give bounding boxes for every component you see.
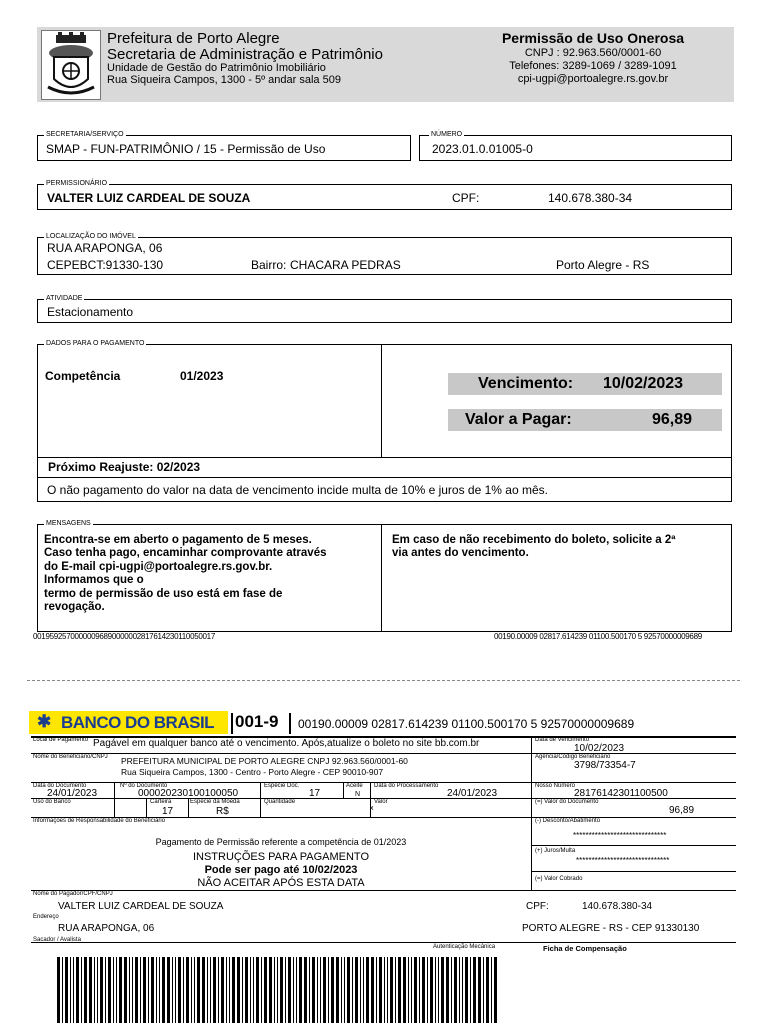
valor-documento-label: (=) Valor do Documento [535, 799, 599, 805]
sacador-label: Sacador / Avalista [33, 937, 81, 943]
header-cnpj: CNPJ : 92.963.560/0001-60 [524, 47, 662, 59]
carteira-label: Carteira [150, 799, 172, 805]
data-doc-value: 24/01/2023 [47, 788, 98, 799]
autenticacao-label: Autenticação Mecânica [433, 944, 496, 950]
uso-banco-label: Uso do Banco [33, 799, 71, 805]
boleto-hline [31, 753, 736, 754]
messages-divider [381, 524, 382, 631]
message-left-line: Caso tenha pago, encaminhar comprovante através [44, 547, 327, 559]
bank-code-divider-left [231, 713, 233, 734]
num-doc-value: 000020230100100050 [138, 788, 239, 799]
agencia-label: Agência/Código Beneficiário [535, 754, 611, 760]
pagador-label: Nome do Pagador/CPF/CNPJ [33, 891, 113, 897]
city-coat-of-arms-logo [41, 30, 101, 100]
nosso-numero-value: 28176142301100500 [574, 788, 668, 799]
desconto-value: ****************************** [573, 831, 667, 840]
local-value: Pagável em qualquer banco até o vencimento. Após,atualize o boleto no site bb.com.br [93, 738, 480, 749]
boleto-vline [260, 782, 261, 798]
message-right-line: Em caso de não recebimento do boleto, solicite a 2ª [392, 534, 676, 546]
num-doc-label: Nº do Documento [120, 783, 168, 789]
bank-logo [29, 711, 228, 734]
header-phones: Telefones: 3289-1069 / 3289-1091 [509, 60, 677, 72]
pagador-cpf-value: 140.678.380-34 [582, 901, 653, 912]
boleto-vline [188, 798, 189, 817]
barcode-number-left: 00195925700000096890000002817614230110050017 [33, 632, 215, 641]
barcode [57, 957, 497, 1023]
info-label: Informações de Responsabilidade do Beneficiário [33, 818, 166, 824]
boleto-hline [531, 871, 736, 872]
payment-divider [381, 344, 382, 457]
info-line: Pagamento de Permissão referente a competência de 01/2023 [155, 837, 407, 847]
atividade-label: ATIVIDADE [46, 295, 83, 302]
info-line: INSTRUÇÕES PARA PAGAMENTO [192, 851, 370, 863]
boleto-vline [146, 798, 147, 817]
valor-documento-value: 96,89 [669, 805, 695, 816]
cut-line [27, 680, 740, 681]
endereco-value: RUA ARAPONGA, 06 [58, 923, 155, 934]
cpf-label: CPF: [452, 191, 480, 205]
bairro-label: Bairro: [251, 258, 287, 272]
info-line: Pode ser pago até 10/02/2023 [204, 864, 358, 876]
reajuste-text: Próximo Reajuste: 02/2023 [48, 460, 201, 474]
aceite-label: Aceite [346, 783, 363, 789]
city-value: Porto Alegre - RS [556, 258, 650, 272]
secretaria-value: SMAP - FUN-PATRIMÔNIO / 15 - Permissão de Uso [46, 142, 326, 156]
boleto-vline [343, 782, 344, 798]
messages-label: MENSAGENS [46, 520, 91, 527]
bank-code-divider-right [289, 713, 291, 734]
carteira-value: 17 [162, 806, 174, 817]
ficha-label: Ficha de Compensação [543, 944, 627, 953]
valor-value: 96,89 [652, 411, 693, 428]
local-label: Local de Pagamento [33, 737, 89, 743]
boleto-vline [114, 782, 115, 817]
especie-doc-label: Espécie Doc. [264, 783, 300, 789]
secretariat-name: Secretaria de Administração e Patrimônio [107, 46, 383, 63]
pagador-city: PORTO ALEGRE - RS - CEP 91330130 [522, 923, 700, 934]
moeda-value: R$ [216, 806, 229, 817]
payment-hline-2 [37, 477, 732, 478]
message-left-line: do E-mail cpi-ugpi@portoalegre.rs.gov.br. [44, 561, 273, 573]
bank-logo-icon: ✱ [37, 712, 52, 731]
org-name: Prefeitura de Porto Alegre [107, 30, 280, 47]
header-email: cpi-ugpi@portoalegre.rs.gov.br [517, 73, 669, 85]
boleto-vline [260, 798, 261, 817]
secretaria-label: SECRETARIA/SERVIÇO [46, 131, 124, 138]
valor-label: Valor [374, 799, 388, 805]
aceite-value: N [355, 791, 361, 798]
vencimento-label: Data de Vencimento [535, 737, 590, 743]
boleto-hline [531, 845, 736, 846]
unit-name: Unidade de Gestão do Patrimônio Imobiliário [107, 62, 326, 74]
header-address: Rua Siqueira Campos, 1300 - 5º andar sala 509 [107, 74, 341, 86]
beneficiario-line2: Rua Siqueira Campos, 1300 - Centro - Porto Alegre - CEP 90010-907 [121, 767, 384, 777]
cep-value: CEPEBCT:91330-130 [47, 258, 164, 272]
cpf-value: 140.678.380-34 [548, 191, 633, 205]
pagador-value: VALTER LUIZ CARDEAL DE SOUZA [58, 901, 224, 912]
info-line: NÃO ACEITAR APÓS ESTA DATA [197, 877, 365, 889]
permissionario-label: PERMISSIONÁRIO [46, 180, 108, 187]
juros-label: (+) Juros/Multa [535, 848, 576, 854]
document-title: Permissão de Uso Onerosa [501, 30, 685, 46]
vencimento-value: 10/02/2023 [574, 743, 625, 754]
localizacao-label: LOCALIZAÇÃO DO IMÓVEL [46, 233, 136, 240]
juros-value: ****************************** [576, 856, 670, 865]
vencimento-label: Vencimento: [478, 375, 574, 392]
barcode-number-right: 00190.00009 02817.614239 01100.500170 5 92570000009689 [494, 632, 702, 641]
payment-hline-1 [37, 457, 732, 458]
message-left-line: Informamos que o [44, 574, 144, 586]
message-left-line: Encontra-se em aberto o pagamento de 5 meses. [44, 534, 312, 546]
especie-doc-value: 17 [309, 788, 321, 799]
digitable-line: 00190.00009 02817.614239 01100.500170 5 92570000009689 [298, 717, 635, 731]
barcode-icon [57, 957, 497, 1023]
boleto-hline [31, 942, 736, 943]
beneficiario-line1: PREFEITURA MUNICIPAL DE PORTO ALEGRE CNPJ 92.963.560/0001-60 [121, 756, 408, 766]
competencia-value: 01/2023 [180, 369, 224, 383]
data-proc-label: Data do Processamento [374, 783, 439, 789]
agencia-value: 3798/73354-7 [574, 760, 636, 771]
message-right-line: via antes do vencimento. [392, 547, 529, 559]
bank-name: BANCO DO BRASIL [61, 713, 215, 732]
endereco-label: Endereço [33, 914, 59, 920]
numero-label: NÚMERO [431, 131, 463, 138]
vencimento-value: 10/02/2023 [603, 375, 684, 392]
quantidade-label: Quantidade [264, 799, 296, 805]
moeda-label: Espécie da Moeda [190, 799, 240, 805]
desconto-label: (-) Desconto/Abatimento [535, 818, 601, 824]
beneficiario-label: Nome do Beneficiário/CNPJ [33, 754, 108, 760]
nosso-numero-label: Nosso Número [535, 783, 576, 789]
street-value: RUA ARAPONGA, 06 [47, 241, 163, 255]
valor-x: x [370, 805, 374, 812]
multa-text: O não pagamento do valor na data de vencimento incide multa de 10% e juros de 1% ao mês. [47, 483, 548, 497]
competencia-label: Competência [45, 369, 121, 383]
valor-label: Valor a Pagar: [465, 411, 572, 428]
coat-of-arms-icon [42, 31, 100, 99]
pagador-cpf-label: CPF: [526, 901, 549, 912]
valor-cobrado-label: (=) Valor Cobrado [535, 876, 583, 882]
numero-value: 2023.01.0.01005-0 [432, 142, 533, 156]
message-left-line: termo de permissão de uso está em fase de [44, 588, 283, 600]
boleto-hline [31, 890, 736, 891]
payment-label: DADOS PARA O PAGAMENTO [46, 340, 145, 347]
data-doc-label: Data do Documento [33, 783, 87, 789]
message-left-line: revogação. [44, 601, 105, 613]
atividade-box [37, 299, 732, 323]
data-proc-value: 24/01/2023 [447, 788, 498, 799]
boleto-vline [531, 736, 532, 890]
bank-code: 001-9 [235, 712, 279, 731]
atividade-value: Estacionamento [47, 305, 134, 319]
permissionario-value: VALTER LUIZ CARDEAL DE SOUZA [47, 191, 251, 205]
bairro-value: CHACARA PEDRAS [290, 258, 401, 272]
